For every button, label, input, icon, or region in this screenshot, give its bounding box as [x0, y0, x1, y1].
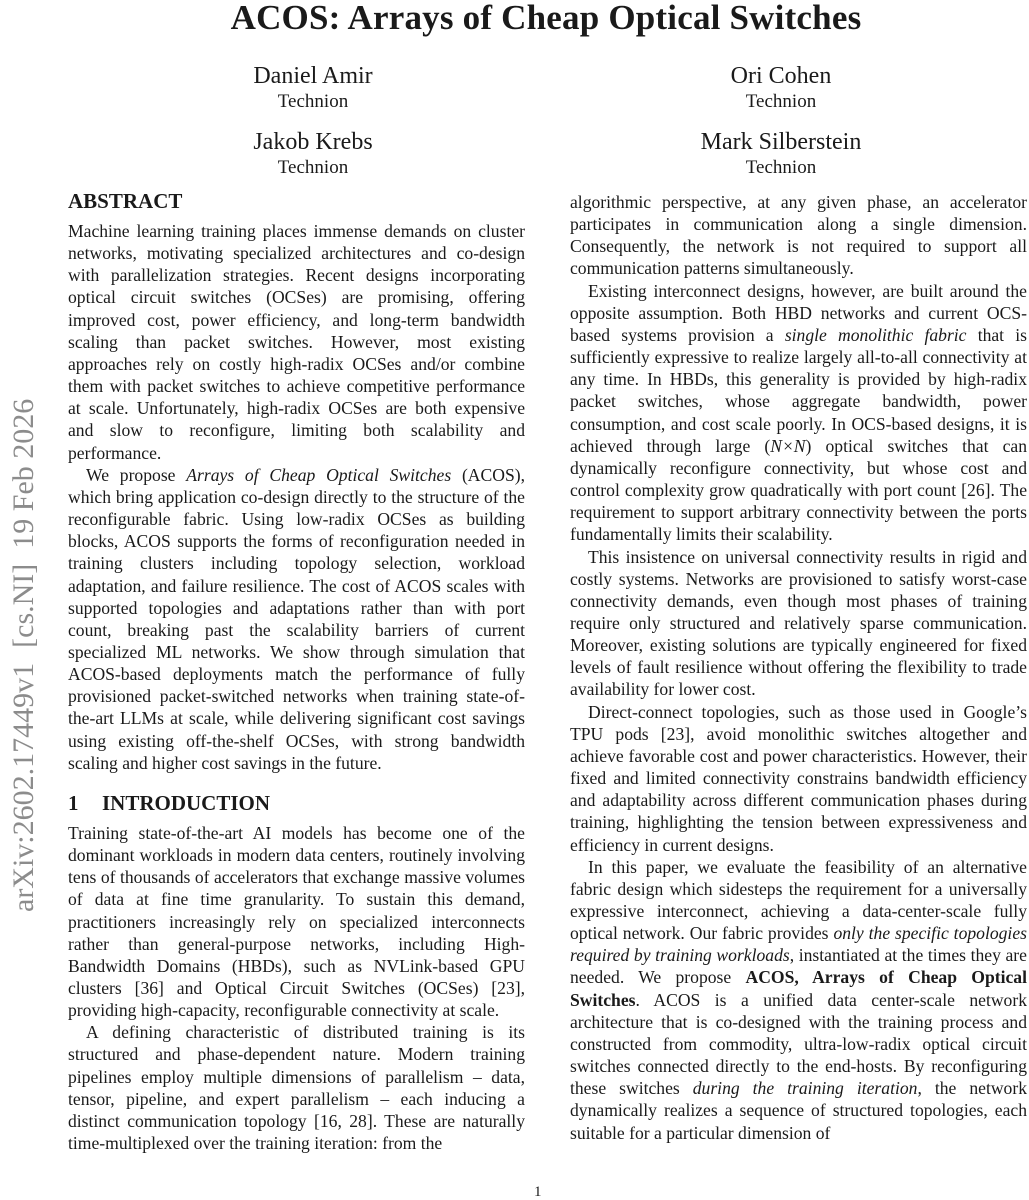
intro-p3-text: Existing interconnect designs, however, are built around the opposite assumption. Both HBD networks and current OCS-based systems provision a [570, 280, 1027, 345]
intro-p6-strong: ACOS, Arrays of Cheap Optical Switches [570, 967, 1027, 1010]
author-affiliation: Technion [745, 91, 817, 112]
abstract-p2-emphasis: Arrays of Cheap Optical Switches [186, 464, 452, 485]
intro-paragraph-continued: algorithmic perspective, at any given phase, an accelerator participates in communication along a single dimension. Consequently, the network is not required to support all communication patterns simultaneously. [570, 192, 1027, 279]
intro-paragraph-5: Direct-connect topologies, such as those used in Google’s TPU pods [23], avoid monolithic switches altogether and achieve favorable cost and power characteristics. However, their fixed and limited connectivity constrains bandwidth efficiency and adaptability across different communication phases during training, highlighting the tension between expressiveness and efficiency in current designs. [570, 701, 1027, 855]
author-name: Mark Silberstein [700, 129, 862, 155]
author-affiliation: Technion [277, 91, 349, 112]
arxiv-identifier-text: arXiv:2602.17449v1 [cs.NI] 19 Feb 2026 [7, 398, 40, 912]
intro-p3-text: ) optical switches that can dynamically reconfigure connectivity, but whose cost and control complexity grow quadratically with port count [26]. The requirement to support arbitrary connectivity between the ports fundamentally limits their scalability. [570, 435, 1027, 545]
arxiv-identifier-stamp [2, 256, 42, 916]
intro-p6-text: , the network dynamically realizes a sequence of structured topologies, each suitable for a particular dimension of [570, 1078, 1027, 1143]
intro-paragraph-2: A defining characteristic of distributed training is its structured and phase-dependent nature. Modern training pipelines employ multiple dimensions of parallelism – data, tensor, pipeline, and expert parallelism – each inducing a distinct communication topology [16, 28]. These are naturally time-multiplexed over the training iteration: from the [68, 1022, 525, 1154]
author-block-krebs [163, 127, 463, 179]
author-block-cohen [631, 61, 931, 113]
intro-p6-text: , instantiated at the times they are needed. We propose [570, 945, 1027, 988]
paper-title: ACOS: Arrays of Cheap Optical Switches [230, 0, 862, 37]
abstract-paragraph-1: Machine learning training places immense demands on cluster networks, motivating specialized architectures and co-design with parallelization strategies. Recent designs incorporating optical circuit switches (OCSes) are promising, offering improved cost, power efficiency, and long-term bandwidth scaling than packet switches. However, most existing approaches rely on costly high-radix OCSes and/or combine them with packet switches to achieve competitive performance at scale. Unfortunately, high-radix OCSes are both expensive and slow to reconfigure, limiting both scalability and performance. [68, 221, 525, 463]
intro-paragraph-4: This insistence on universal connectivity results in rigid and costly systems. Networks are provisioned to satisfy worst-case connectivity demands, even though most phases of training require only structured and relatively sparse communication. Moreover, existing solutions are typically engineered for fixed levels of fault resilience without offering the flexibility to trade availability for lower cost. [570, 546, 1027, 700]
intro-p3-emphasis: single monolithic fabric [784, 324, 967, 345]
intro-p6-emphasis: only the specific topologies required by training workloads [570, 923, 1027, 966]
author-name: Daniel Amir [253, 63, 373, 89]
author-affiliation: Technion [745, 157, 817, 178]
section-number: 1 [68, 790, 79, 815]
abstract-paragraph-2 [68, 464, 525, 774]
section-title: INTRODUCTION [102, 790, 271, 815]
abstract-p2-text: We propose [86, 464, 187, 485]
intro-p6-text: In this paper, we evaluate the feasibility of an alternative fabric design which sidesteps the requirement for a universally expressive interconnect, achieving a data-center-scale fully optical network. Our fabric provides [570, 856, 1027, 944]
author-block-silberstein [631, 127, 931, 179]
intro-p3-text: that is sufficiently expressive to realize largely all-to-all connectivity at any time. In HBDs, this generality is provided by high-radix packet switches, whose aggregate bandwidth, power consumption, and cost scale poorly. In OCS-based designs, it is achieved through large ( [570, 324, 1027, 456]
intro-paragraph-6 [570, 856, 1027, 1144]
page-number: 1 [534, 1184, 542, 1200]
intro-p6-text: . ACOS is a unified data center-scale network architecture that is co-designed with the training process and constructed from commodity, ultra-low-radix optical circuit switches connected directly to the end-hosts. By reconfiguring these switches [570, 989, 1027, 1099]
intro-paragraph-3 [570, 280, 1027, 546]
author-block-amir [163, 61, 463, 113]
abstract-heading: ABSTRACT [68, 189, 183, 213]
intro-paragraph-1: Training state-of-the-art AI models has become one of the dominant workloads in modern data centers, routinely involving tens of thousands of accelerators that exchange massive volumes of data at fine time granularity. To sustain this demand, practitioners increasingly rely on specialized interconnects rather than general-purpose networks, including High-Bandwidth Domains (HBDs), such as NVLink-based GPU clusters [36] and Optical Circuit Switches (OCSes) [23], providing high-capacity, reconfigurable connectivity at scale. [68, 822, 525, 1021]
abstract-p2-text: (ACOS), which bring application co-design directly to the structure of the reconfigurable fabric. Using low-radix OCSes as building blocks, ACOS supports the forms of reconfiguration needed in training clusters including topology selection, workload adaptation, and failure resilience. The cost of ACOS scales with supported topologies and adaptations rather than with port count, breaking past the scalability barriers of current specialized ML networks. We show through simulation that ACOS-based deployments match the performance of fully provisioned packet-switched networks when training state-of-the-art LLMs at scale, while delivering significant cost savings using existing off-the-shelf OCSes, with strong bandwidth scaling and higher cost savings in the future. [68, 464, 525, 773]
author-affiliation: Technion [277, 157, 349, 178]
right-column [570, 191, 1027, 1144]
introduction-heading [68, 790, 525, 816]
left-column [68, 188, 525, 1154]
author-name: Ori Cohen [730, 63, 832, 89]
intro-p6-emphasis: during the training iteration [692, 1078, 918, 1099]
intro-p3-math: N×N [770, 435, 806, 456]
author-name: Jakob Krebs [253, 129, 373, 155]
